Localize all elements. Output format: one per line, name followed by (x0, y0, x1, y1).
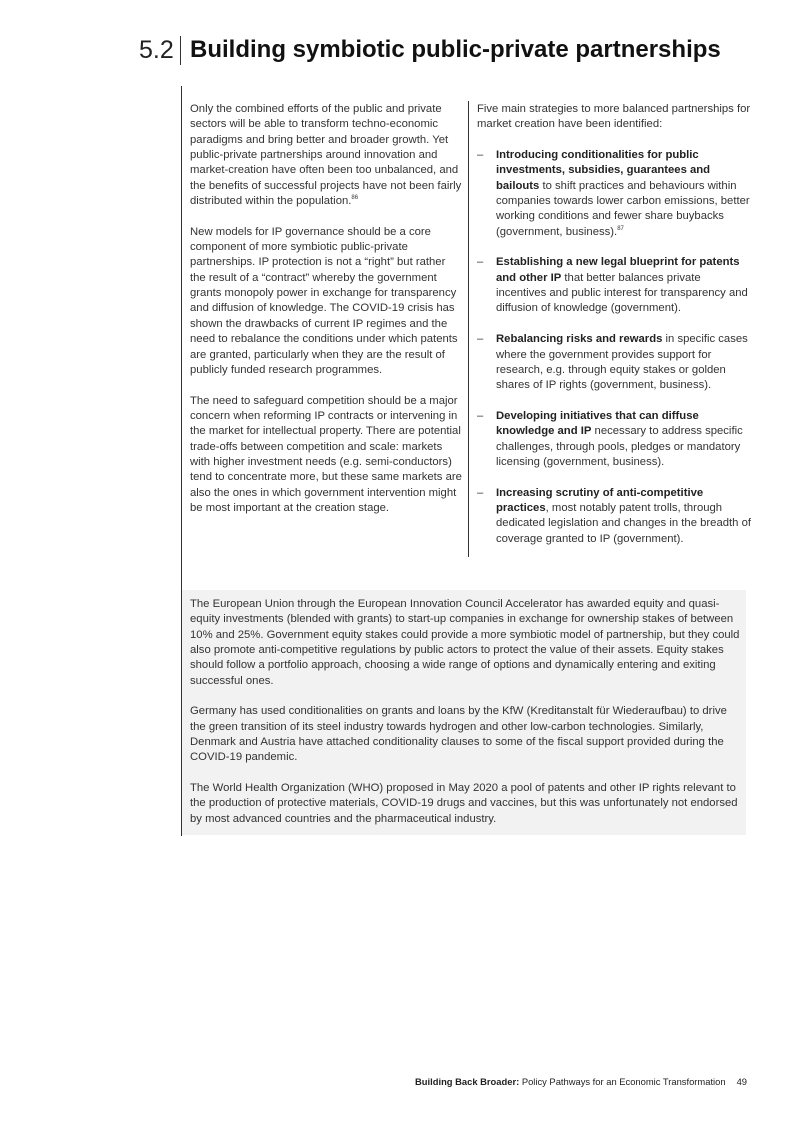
page-footer (415, 1076, 747, 1088)
box-paragraph-3: The World Health Organization (WHO) proposed in May 2020 a pool of patents and other IP rights relevant to the production of protective materials, COVID-19 drugs and vaccines, but this was unfortunately not endorsed by most advanced countries and the pharmaceutical industry. (190, 782, 738, 825)
strategy-heading: Rebalancing risks and rewards (496, 333, 663, 346)
case-study-text (190, 597, 740, 843)
left-paragraph-3: The need to safeguard competition should be a major concern when reforming IP contracts or intervening in the market for intellectual property. There are potential trade-offs between competition and scale: markets with higher investment needs (e.g. semi-conductors) tend to concentrate more, but these same markets are also the ones in which government intervention might be most important at the creation stage. (190, 394, 462, 514)
strategy-item (477, 332, 753, 393)
footer-title: Policy Pathways for an Economic Transformation (519, 1076, 726, 1087)
box-paragraph-1: The European Union through the European Innovation Council Accelerator has awarded equity and quasi-equity investments (blended with grants) to start-up companies in exchange for ownership stakes of between 10% and 25%. Government equity stakes could provide a more symbiotic model of partnership, but they could also promote anti-competitive regulations by public actors to protect the value of their assets. Equity stakes should follow a portfolio approach, choosing a wide range of options and dynamically entering and exiting successful ones. (190, 598, 740, 687)
strategy-text: that better balances private incentives and public interest for transparency and diffusion of knowledge (government). (496, 271, 748, 315)
strategy-text: in specific cases where the government provides support for research, e.g. through equity stakes or golden shares of IP rights (government, business). (496, 333, 748, 392)
footer-title-bold: Building Back Broader: (415, 1076, 520, 1087)
strategy-text: necessary to address specific challenges, through pools, pledges or mandatory licensing (government, business). (496, 425, 743, 468)
right-column (477, 102, 753, 562)
paragraph-text: Only the combined efforts of the public and private sectors will be able to transform techno-economic paradigms and bring better and broader growth. Yet public-private partnerships around innovation and market-creation have often been too unbalanced, and the benefits of successful projects have not been fairly distributed within the population. (190, 103, 462, 208)
box-paragraph-2: Germany has used conditionalities on grants and loans by the KfW (Kreditanstalt für Wiederaufbau) to drive the green transition of its steel industry towards hydrogen and other low-carbon technologies. Similarly, Denmark and Austria have attached conditionality clauses to some of the fiscal support provided during the COVID-19 pandemic. (190, 705, 727, 764)
dash-bullet: – (477, 149, 484, 162)
page-number: 49 (736, 1076, 747, 1087)
dash-bullet: – (477, 486, 484, 499)
left-paragraph-2: New models for IP governance should be a core component of more symbiotic public-private partnerships. IP protection is not a “right” but rather the result of a “contract” whereby the government grants monopoly power in exchange for transparency and diffusion of knowledge. The COVID-19 crisis has shown the drawbacks of current IP regimes and the need to rebalance the conditions under which patents are granted, particularly when they are the result of publicly funded research programmes. (190, 225, 458, 376)
footnote-ref: 87 (617, 225, 624, 232)
strategy-item (477, 486, 753, 547)
strategy-item (477, 148, 753, 240)
strategy-text: to shift practices and behaviours within companies towards lower carbon emissions, better working conditions and fewer share buybacks (government, business). (496, 179, 750, 238)
strategy-heading: Introducing conditionalities for public investments, subsidies, guarantees and bailouts (496, 149, 711, 192)
strategy-item (477, 255, 753, 316)
section-number: 5.2 (139, 36, 174, 64)
dash-bullet: – (477, 333, 484, 346)
strategies-intro: Five main strategies to more balanced partnerships for market creation have been identified: (477, 103, 751, 131)
footnote-ref: 86 (351, 195, 359, 202)
left-column (190, 102, 462, 532)
strategy-item (477, 409, 753, 470)
column-divider (468, 101, 469, 557)
dash-bullet: – (477, 256, 484, 269)
left-paragraph-1 (190, 102, 462, 209)
section-title: Building symbiotic public-private partnerships (190, 36, 721, 63)
strategy-heading: Increasing scrutiny of anti-competitive practices (496, 486, 704, 514)
strategy-heading: Developing initiatives that can diffuse knowledge and IP (496, 409, 699, 438)
strategy-heading: Establishing a new legal blueprint for patents and other IP (496, 256, 740, 284)
strategy-text: , most notably patent trolls, through dedicated legislation and changes in the breadth of coverage granted to IP (government). (496, 501, 751, 545)
dash-bullet: – (477, 409, 484, 422)
title-divider (180, 36, 181, 65)
